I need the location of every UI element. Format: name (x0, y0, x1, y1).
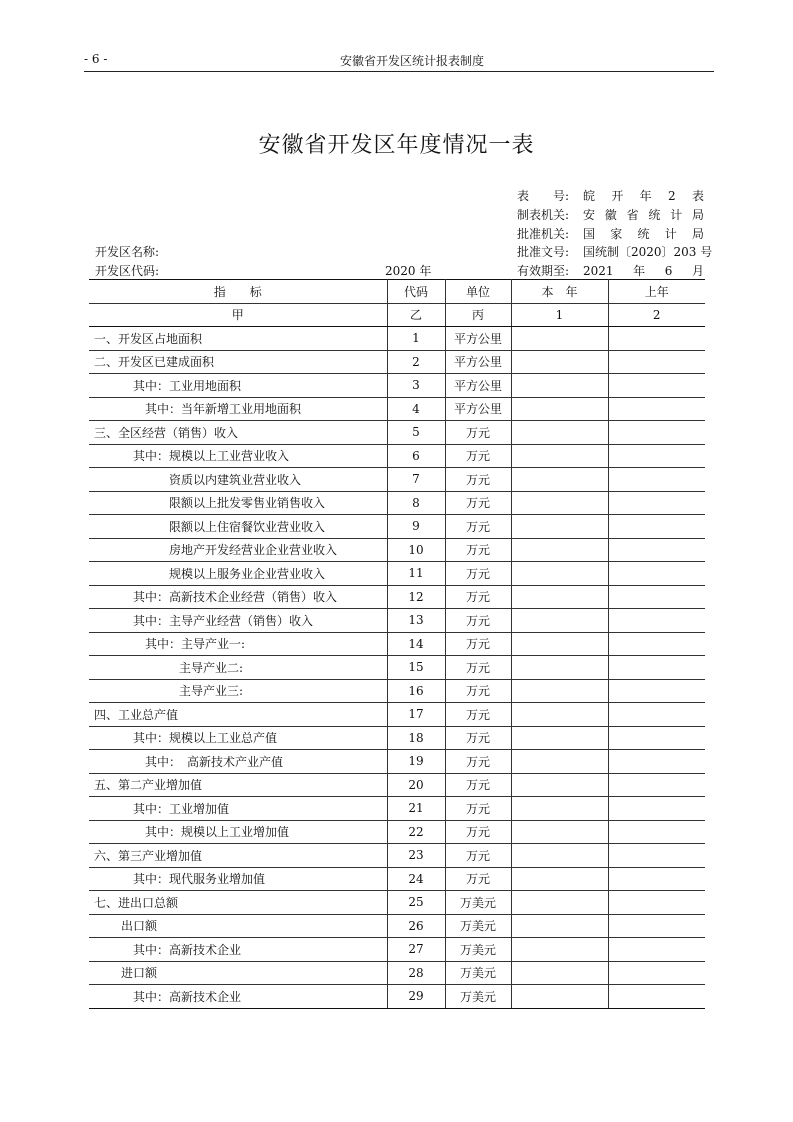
table-row (89, 515, 705, 539)
indicator-name: 其中：主导产业经营（销售）收入 (89, 609, 387, 633)
value-last-year-cell[interactable] (608, 632, 705, 656)
indicator-name: 出口额 (89, 914, 387, 938)
indicator-unit: 万元 (445, 820, 511, 844)
table-row (89, 773, 705, 797)
value-last-year-cell[interactable] (608, 679, 705, 703)
indicator-unit: 平方公里 (445, 327, 511, 351)
value-this-year-cell[interactable] (511, 656, 608, 680)
indicator-code: 18 (387, 726, 445, 750)
table-row (89, 374, 705, 398)
value-this-year-cell[interactable] (511, 632, 608, 656)
indicator-unit: 万美元 (445, 914, 511, 938)
indicator-unit: 万元 (445, 585, 511, 609)
table-row (89, 421, 705, 445)
value-this-year-cell[interactable] (511, 726, 608, 750)
indicator-unit: 万元 (445, 773, 511, 797)
value-this-year-cell[interactable] (511, 961, 608, 985)
value-last-year-cell[interactable] (608, 961, 705, 985)
table-row (89, 797, 705, 821)
statistics-table (89, 279, 705, 1009)
value-last-year-cell[interactable] (608, 350, 705, 374)
indicator-name: 七、进出口总额 (89, 891, 387, 915)
value-last-year-cell[interactable] (608, 444, 705, 468)
value-this-year-cell[interactable] (511, 844, 608, 868)
page-number: - 6 - (84, 52, 108, 66)
zone-code-label: 开发区代码: (95, 264, 160, 278)
header-last-year: 上年 (608, 280, 705, 304)
indicator-code: 6 (387, 444, 445, 468)
value-last-year-cell[interactable] (608, 820, 705, 844)
value-last-year-cell[interactable] (608, 491, 705, 515)
value-this-year-cell[interactable] (511, 468, 608, 492)
table-row (89, 985, 705, 1009)
value-last-year-cell[interactable] (608, 609, 705, 633)
value-last-year-cell[interactable] (608, 726, 705, 750)
value-this-year-cell[interactable] (511, 491, 608, 515)
value-last-year-cell[interactable] (608, 327, 705, 351)
value-this-year-cell[interactable] (511, 938, 608, 962)
value-this-year-cell[interactable] (511, 703, 608, 727)
indicator-name: 四、工业总产值 (89, 703, 387, 727)
value-last-year-cell[interactable] (608, 515, 705, 539)
meta-label: 制表机关: (517, 208, 570, 222)
indicator-code: 2 (387, 350, 445, 374)
running-header-title: 安徽省开发区统计报表制度 (340, 54, 485, 68)
indicator-unit: 万元 (445, 538, 511, 562)
value-this-year-cell[interactable] (511, 679, 608, 703)
value-last-year-cell[interactable] (608, 585, 705, 609)
indicator-code: 1 (387, 327, 445, 351)
indicator-name: 其中：规模以上工业增加值 (89, 820, 387, 844)
value-this-year-cell[interactable] (511, 820, 608, 844)
indicator-unit: 万美元 (445, 891, 511, 915)
value-last-year-cell[interactable] (608, 468, 705, 492)
indicator-code: 5 (387, 421, 445, 445)
table-row (89, 491, 705, 515)
indicator-code: 3 (387, 374, 445, 398)
value-this-year-cell[interactable] (511, 350, 608, 374)
indicator-name: 六、第三产业增加值 (89, 844, 387, 868)
table-row (89, 538, 705, 562)
table-row (89, 726, 705, 750)
value-this-year-cell[interactable] (511, 985, 608, 1009)
table-row (89, 891, 705, 915)
indicator-unit: 万元 (445, 844, 511, 868)
indicator-name: 其中：工业用地面积 (89, 374, 387, 398)
table-row (89, 350, 705, 374)
value-last-year-cell[interactable] (608, 703, 705, 727)
indicator-name: 二、开发区已建成面积 (89, 350, 387, 374)
table-row (89, 844, 705, 868)
subheader-col1: 1 (511, 303, 608, 327)
indicator-unit: 万元 (445, 703, 511, 727)
value-this-year-cell[interactable] (511, 397, 608, 421)
value-last-year-cell[interactable] (608, 374, 705, 398)
indicator-unit: 万元 (445, 797, 511, 821)
value-last-year-cell[interactable] (608, 891, 705, 915)
value-last-year-cell[interactable] (608, 538, 705, 562)
header-unit: 单位 (445, 280, 511, 304)
value-this-year-cell[interactable] (511, 609, 608, 633)
indicator-code: 17 (387, 703, 445, 727)
table-row (89, 444, 705, 468)
header-this-year: 本 年 (511, 280, 608, 304)
indicator-name: 其中：主导产业一: (89, 632, 387, 656)
value-last-year-cell[interactable] (608, 797, 705, 821)
indicator-unit: 万元 (445, 609, 511, 633)
indicator-unit: 万元 (445, 491, 511, 515)
indicator-code: 25 (387, 891, 445, 915)
indicator-name: 其中：工业增加值 (89, 797, 387, 821)
value-last-year-cell[interactable] (608, 867, 705, 891)
indicator-name: 其中：规模以上工业总产值 (89, 726, 387, 750)
indicator-code: 27 (387, 938, 445, 962)
table-header-row (89, 280, 705, 304)
indicator-code: 21 (387, 797, 445, 821)
value-last-year-cell[interactable] (608, 938, 705, 962)
value-last-year-cell[interactable] (608, 421, 705, 445)
indicator-name: 其中：高新技术企业 (89, 985, 387, 1009)
value-this-year-cell[interactable] (511, 914, 608, 938)
table-row (89, 703, 705, 727)
zone-name-label: 开发区名称: (95, 245, 160, 259)
indicator-code: 10 (387, 538, 445, 562)
meta-value: 安徽省统计局 (583, 208, 704, 222)
indicator-code: 15 (387, 656, 445, 680)
value-this-year-cell[interactable] (511, 867, 608, 891)
indicator-unit: 平方公里 (445, 397, 511, 421)
table-row (89, 820, 705, 844)
subheader-col2: 2 (608, 303, 705, 327)
table-row (89, 562, 705, 586)
indicator-code: 29 (387, 985, 445, 1009)
table-row (89, 609, 705, 633)
indicator-unit: 万元 (445, 515, 511, 539)
header-code: 代码 (387, 280, 445, 304)
indicator-code: 24 (387, 867, 445, 891)
indicator-unit: 万元 (445, 679, 511, 703)
value-this-year-cell[interactable] (511, 891, 608, 915)
indicator-unit: 万元 (445, 750, 511, 774)
indicator-code: 14 (387, 632, 445, 656)
table-row (89, 656, 705, 680)
value-this-year-cell[interactable] (511, 444, 608, 468)
meta-value: 国统制〔2020〕203 号 (583, 245, 713, 259)
indicator-code: 8 (387, 491, 445, 515)
meta-value: 国家统计局 (583, 227, 704, 241)
value-this-year-cell[interactable] (511, 585, 608, 609)
value-this-year-cell[interactable] (511, 327, 608, 351)
indicator-name: 其中： 高新技术产业产值 (89, 750, 387, 774)
indicator-code: 26 (387, 914, 445, 938)
indicator-name: 其中：高新技术企业 (89, 938, 387, 962)
indicator-unit: 平方公里 (445, 350, 511, 374)
meta-label: 批准文号: (517, 245, 570, 259)
value-last-year-cell[interactable] (608, 773, 705, 797)
subheader-bing: 丙 (445, 303, 511, 327)
indicator-name: 其中：现代服务业增加值 (89, 867, 387, 891)
meta-value: 皖开年2表 (583, 189, 704, 203)
indicator-name: 规模以上服务业企业营业收入 (89, 562, 387, 586)
table-row (89, 679, 705, 703)
indicator-code: 28 (387, 961, 445, 985)
indicator-name: 一、开发区占地面积 (89, 327, 387, 351)
header-indicator: 指 标 (89, 280, 387, 304)
indicator-code: 13 (387, 609, 445, 633)
indicator-unit: 万元 (445, 444, 511, 468)
table-row (89, 397, 705, 421)
table-row (89, 938, 705, 962)
value-last-year-cell[interactable] (608, 397, 705, 421)
value-this-year-cell[interactable] (511, 562, 608, 586)
indicator-name: 五、第二产业增加值 (89, 773, 387, 797)
value-this-year-cell[interactable] (511, 421, 608, 445)
document-title: 安徽省开发区年度情况一表 (258, 133, 535, 158)
indicator-name: 限额以上批发零售业销售收入 (89, 491, 387, 515)
value-last-year-cell[interactable] (608, 914, 705, 938)
indicator-unit: 平方公里 (445, 374, 511, 398)
indicator-code: 19 (387, 750, 445, 774)
header-rule (84, 71, 714, 72)
value-last-year-cell[interactable] (608, 844, 705, 868)
indicator-name: 其中：规模以上工业营业收入 (89, 444, 387, 468)
indicator-unit: 万美元 (445, 985, 511, 1009)
indicator-name: 其中：高新技术企业经营（销售）收入 (89, 585, 387, 609)
indicator-code: 22 (387, 820, 445, 844)
value-this-year-cell[interactable] (511, 538, 608, 562)
value-this-year-cell[interactable] (511, 797, 608, 821)
subheader-jia: 甲 (89, 303, 387, 327)
indicator-code: 23 (387, 844, 445, 868)
meta-label: 批准机关: (517, 227, 570, 241)
indicator-unit: 万元 (445, 656, 511, 680)
value-this-year-cell[interactable] (511, 374, 608, 398)
value-last-year-cell[interactable] (608, 562, 705, 586)
value-last-year-cell[interactable] (608, 656, 705, 680)
indicator-code: 16 (387, 679, 445, 703)
indicator-code: 9 (387, 515, 445, 539)
indicator-unit: 万元 (445, 867, 511, 891)
meta-value: 2021年6月 (583, 264, 704, 278)
table-row (89, 585, 705, 609)
table-row (89, 867, 705, 891)
report-year: 2020 年 (385, 264, 432, 278)
indicator-name: 限额以上住宿餐饮业营业收入 (89, 515, 387, 539)
value-this-year-cell[interactable] (511, 773, 608, 797)
table-row (89, 632, 705, 656)
value-last-year-cell[interactable] (608, 985, 705, 1009)
indicator-unit: 万元 (445, 562, 511, 586)
table-row (89, 750, 705, 774)
table-row (89, 961, 705, 985)
meta-label: 表 号: (517, 189, 570, 203)
table-row (89, 914, 705, 938)
indicator-name: 主导产业三: (89, 679, 387, 703)
meta-label: 有效期至: (517, 264, 570, 278)
indicator-unit: 万元 (445, 421, 511, 445)
indicator-unit: 万元 (445, 632, 511, 656)
indicator-name: 资质以内建筑业营业收入 (89, 468, 387, 492)
indicator-code: 20 (387, 773, 445, 797)
indicator-code: 12 (387, 585, 445, 609)
value-this-year-cell[interactable] (511, 750, 608, 774)
subheader-yi: 乙 (387, 303, 445, 327)
indicator-name: 其中：当年新增工业用地面积 (89, 397, 387, 421)
indicator-code: 7 (387, 468, 445, 492)
table-subheader-row (89, 303, 705, 327)
indicator-name: 房地产开发经营业企业营业收入 (89, 538, 387, 562)
indicator-name: 主导产业二: (89, 656, 387, 680)
indicator-name: 三、全区经营（销售）收入 (89, 421, 387, 445)
indicator-name: 进口额 (89, 961, 387, 985)
value-last-year-cell[interactable] (608, 750, 705, 774)
value-this-year-cell[interactable] (511, 515, 608, 539)
indicator-code: 11 (387, 562, 445, 586)
indicator-unit: 万美元 (445, 938, 511, 962)
indicator-unit: 万元 (445, 726, 511, 750)
table-row (89, 327, 705, 351)
indicator-unit: 万元 (445, 468, 511, 492)
indicator-code: 4 (387, 397, 445, 421)
table-row (89, 468, 705, 492)
indicator-unit: 万美元 (445, 961, 511, 985)
